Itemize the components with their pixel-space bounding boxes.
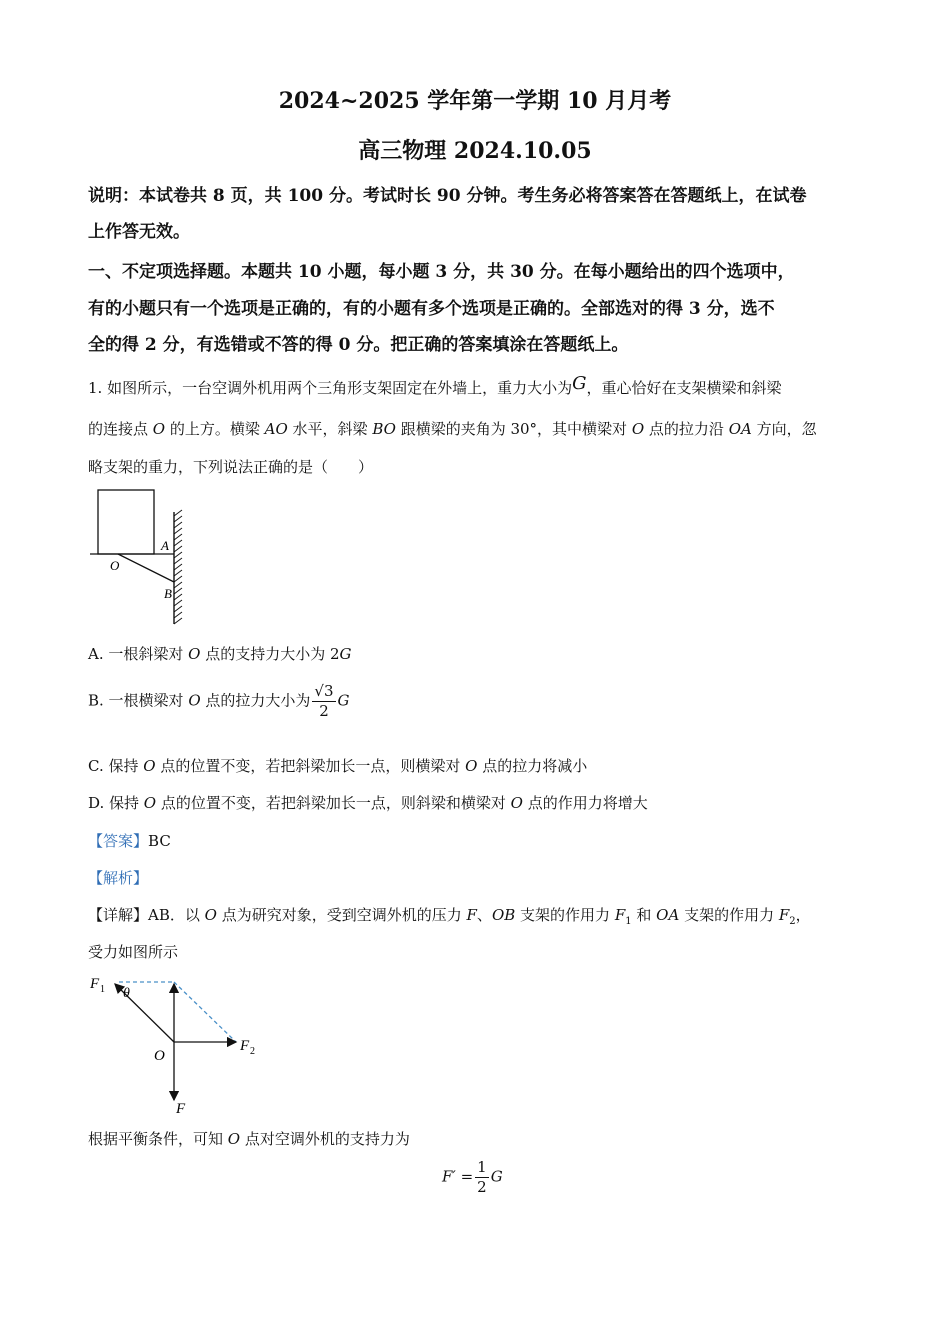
fraction-sqrt3-over-2: $\frac{√3}{2}$ <box>314 682 334 720</box>
exam-title: 2024~2025 学年第一学期 10 月月考 <box>278 88 672 114</box>
diagonal-beam <box>118 554 174 582</box>
answer-value: BC <box>148 832 171 850</box>
answer-line <box>88 830 171 851</box>
section1-line2: 有的小题只有一个选项是正确的，有的小题有多个选项是正确的。全部选对的得 3 分，选不 <box>88 299 775 319</box>
label-theta: θ <box>123 986 130 1001</box>
section1-line1: 一、不定项选择题。本题共 10 小题，每小题 3 分，共 30 分。在每小题给出的四个选项中， <box>88 262 795 282</box>
instructions-line2: 上作答无效。 <box>88 222 190 242</box>
label-f1-sub: 1 <box>100 984 105 995</box>
option-d: D. 保持 O 点的位置不变，若把斜梁加长一点，则斜梁和横梁对 O 点的作用力将增大 <box>88 794 648 812</box>
equation-support-force: F′ = $\frac{1}{2}$ G <box>442 1158 503 1196</box>
label-o2: O <box>154 1048 165 1064</box>
question1-line1: 1. 如图所示，一台空调外机用两个三角形支架固定在外墙上，重力大小为G，重心恰好在支架横梁和斜梁 <box>88 373 782 397</box>
label-o: O <box>110 558 120 573</box>
question1-line2: 的连接点 O 的上方。横梁 AO 水平，斜梁 BO 跟横梁的夹角为 30°，其中横梁对 O 点的拉力沿 OA 方向，忽 <box>88 420 817 438</box>
wall-hatching <box>174 510 182 624</box>
label-f2-sub: 2 <box>250 1046 255 1057</box>
force-diagram <box>86 970 276 1118</box>
label-b: B <box>164 586 172 601</box>
section1-line3: 全的得 2 分，有选错或不答的得 0 分。把正确的答案填涂在答题纸上。 <box>88 335 629 355</box>
label-f1: F <box>90 976 100 992</box>
question1-line3: 略支架的重力，下列说法正确的是（ ） <box>88 458 374 476</box>
label-f2: F <box>240 1038 250 1054</box>
bracket-figure <box>88 488 198 628</box>
instructions-line1: 说明：本试卷共 8 页，共 100 分。考试时长 90 分钟。考生务必将答案答在答题纸上，在试卷 <box>88 186 807 206</box>
exam-subtitle: 高三物理 2024.10.05 <box>358 138 592 164</box>
ac-unit-box <box>98 490 154 554</box>
answer-label: 【答案】 <box>88 832 149 850</box>
label-a: A <box>161 538 169 553</box>
analysis-label: 【解析】 <box>88 869 149 887</box>
detail-line1: 【详解】AB．以 O 点为研究对象，受到空调外机的压力 F、OB 支架的作用力 $F_1$ 和 OA 支架的作用力 $F_2$， <box>88 906 811 927</box>
label-f: F <box>176 1101 186 1117</box>
detail-line3: 根据平衡条件，可知 O 点对空调外机的支持力为 <box>88 1130 410 1148</box>
dashed-diagonal <box>174 982 236 1042</box>
detail-line2: 受力如图所示 <box>88 943 179 961</box>
option-a: A. 一根斜梁对 O 点的支持力大小为 2G <box>88 645 352 663</box>
option-c: C. 保持 O 点的位置不变，若把斜梁加长一点，则横梁对 O 点的拉力将减小 <box>88 757 588 775</box>
option-b: B. 一根横梁对 O 点的拉力大小为 $\frac{√3}{2}$ G <box>88 682 350 720</box>
